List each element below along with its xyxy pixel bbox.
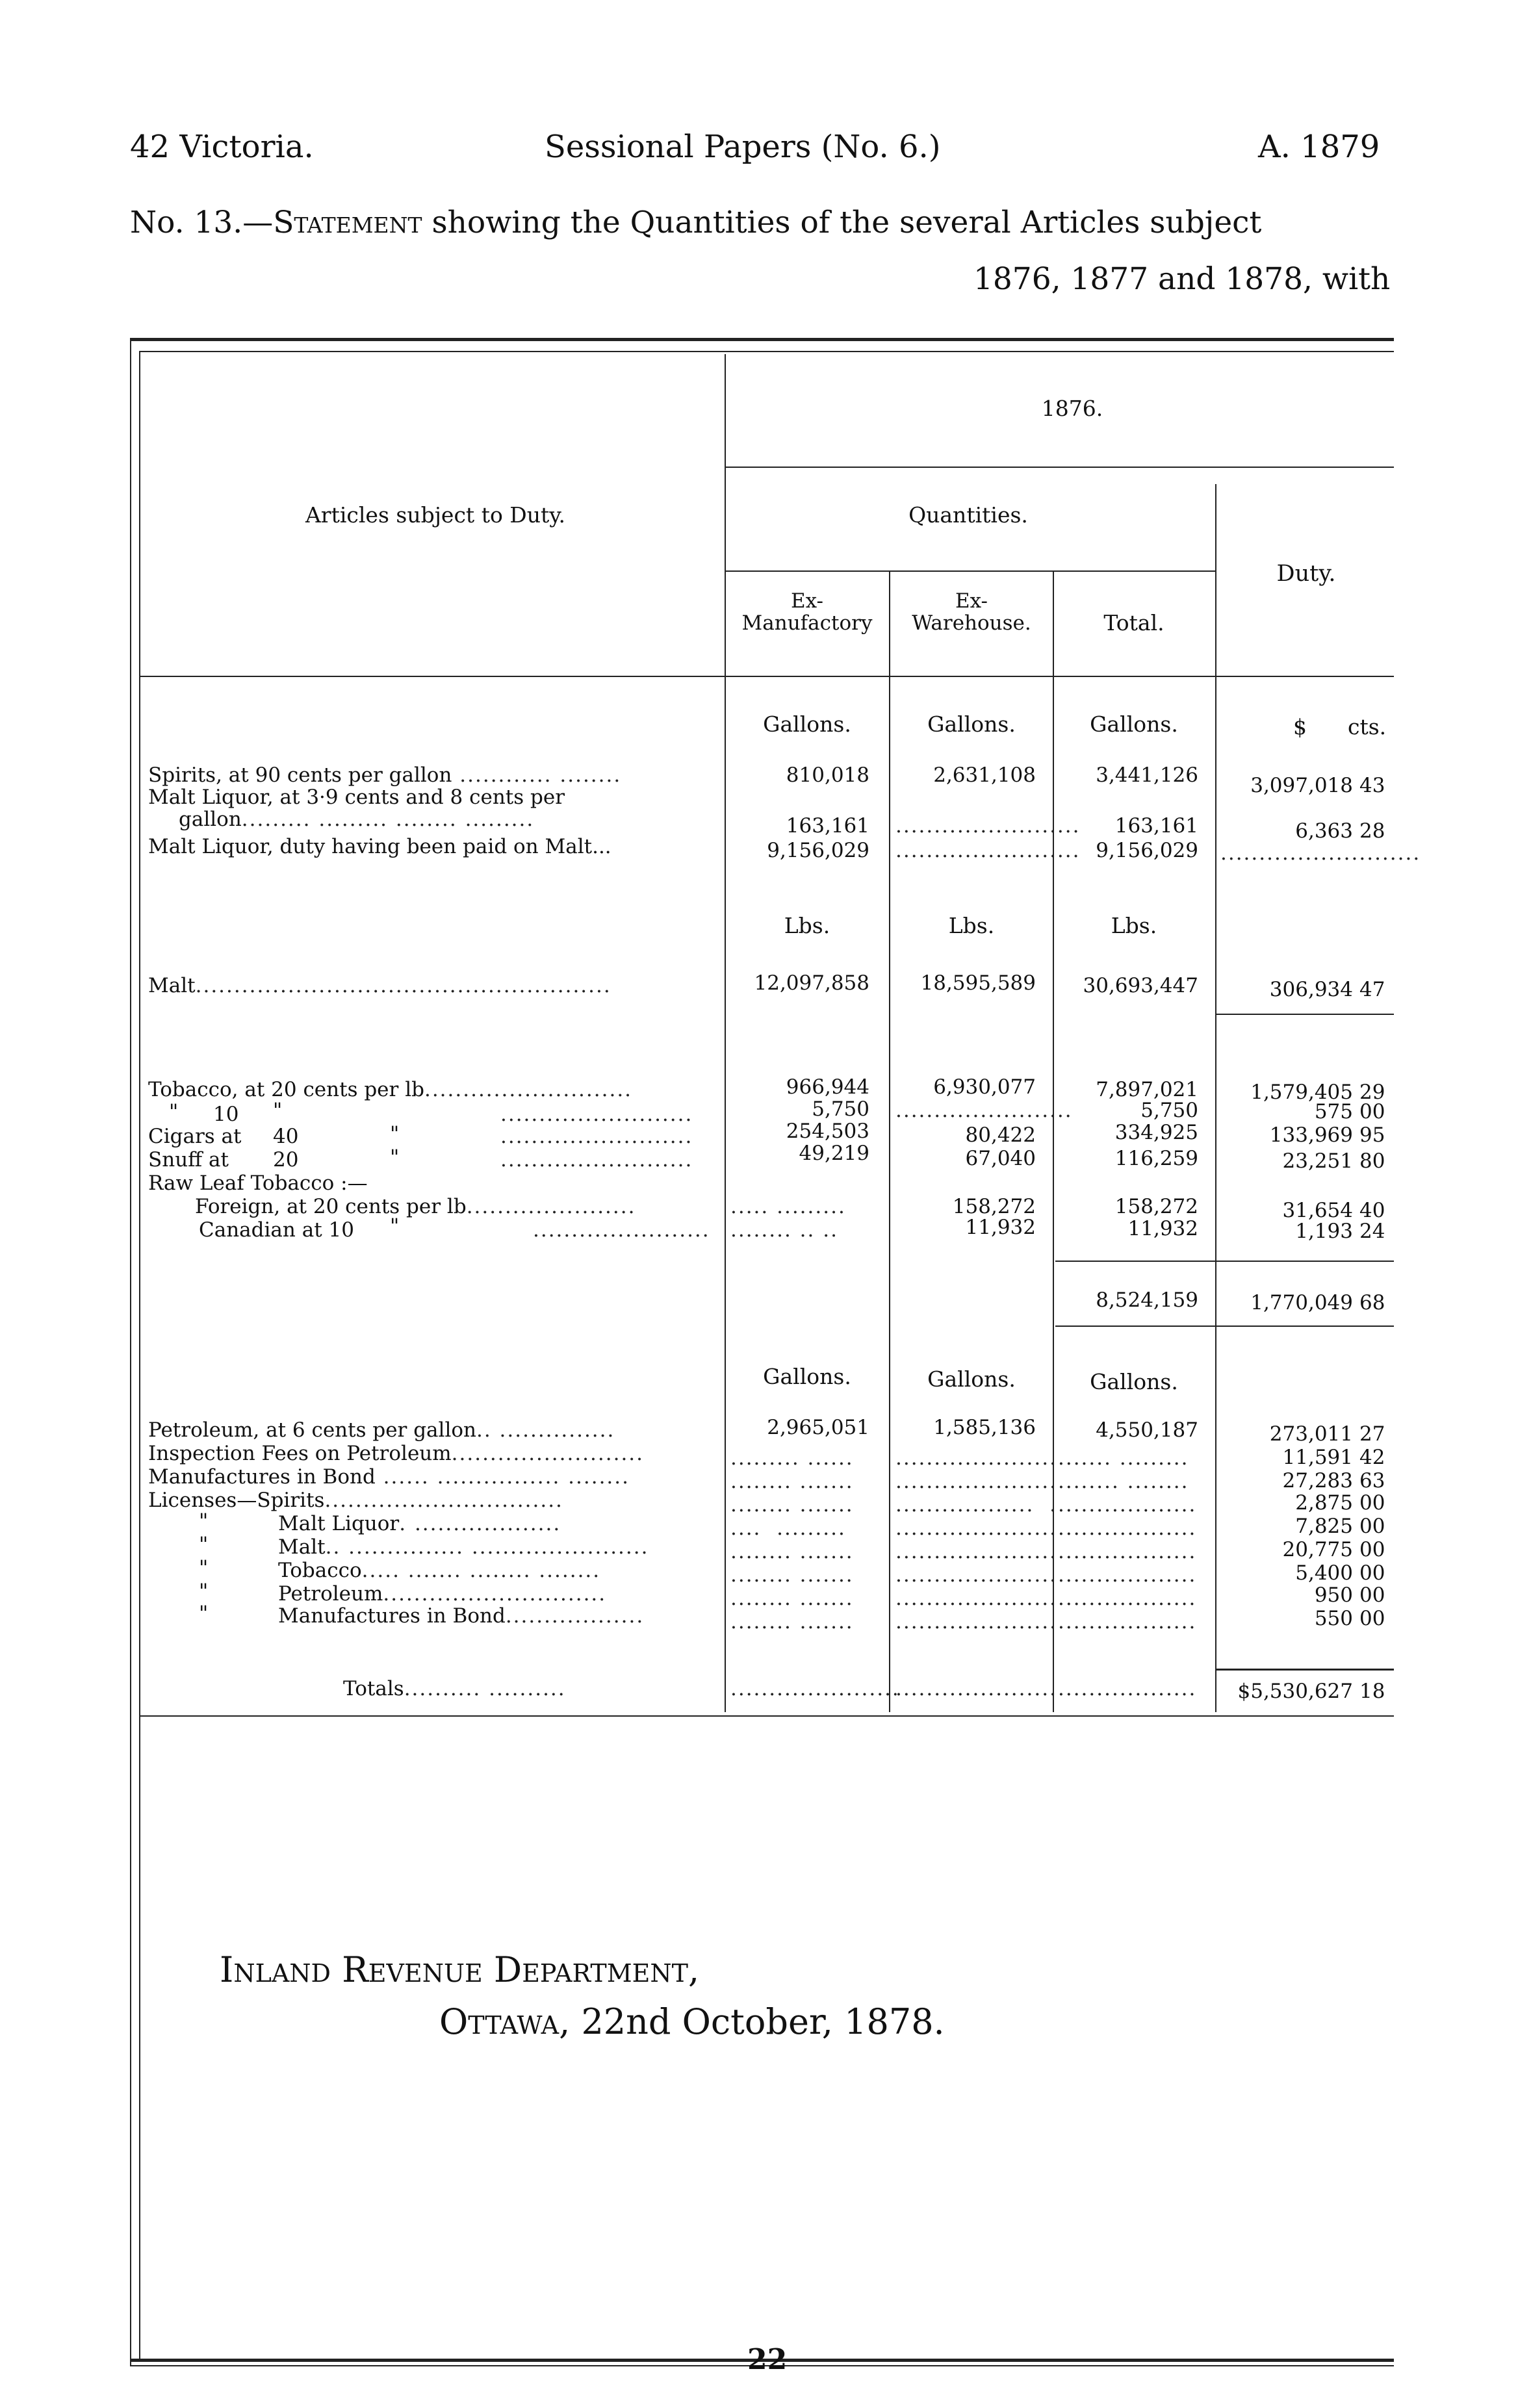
- lic-malt-liquor-ditto: ": [199, 1509, 209, 1533]
- header-left: 42 Victoria.: [130, 129, 314, 165]
- malt-duty-dollars: 306,934: [1269, 978, 1353, 1001]
- tobacco-20-ex-manufactory: 966,944: [786, 1075, 869, 1099]
- petroleum-duty-cts: 27: [1359, 1422, 1385, 1446]
- snuff-dots: .........................: [500, 1148, 693, 1172]
- caption-line1: [130, 205, 1261, 240]
- cigars-dots: .........................: [500, 1125, 693, 1148]
- col-sep-total: [1215, 484, 1216, 1712]
- totals-duty-dollars: $5,530,627: [1237, 1680, 1353, 1703]
- malt-liquor-duty-cts: 28: [1359, 819, 1385, 843]
- lic-manufactures-duty-cts: 00: [1359, 1607, 1385, 1630]
- articles-header: Articles subject to Duty.: [305, 502, 566, 528]
- tobacco-10-ex-manufactory: 5,750: [812, 1097, 869, 1121]
- licenses-warehouse-dots: ..................... ..................... .................. . ..................... ..................... ..................... ..................... .....................: [895, 1446, 1057, 1633]
- article-foreign: Foreign, at 20 cents per lb......................: [195, 1195, 636, 1218]
- snuff-ex-manufactory: 49,219: [799, 1142, 869, 1165]
- cigars-duty-dollars: 133,969: [1269, 1123, 1353, 1147]
- inspection-duty-dollars: 11,591: [1282, 1446, 1353, 1469]
- foreign-duty-dollars: 31,654: [1282, 1199, 1353, 1222]
- canadian-ex-warehouse: 11,932: [965, 1216, 1036, 1239]
- licenses-spirits-duty-dollars: 2,875: [1295, 1491, 1353, 1515]
- spirits-duty-dollars: 3,097,018: [1250, 774, 1353, 797]
- foreign-manufactory-dots: ..... .........: [730, 1195, 846, 1218]
- spirits-total: 3,441,126: [1096, 763, 1198, 787]
- article-cigars: Cigars at: [148, 1125, 242, 1148]
- tobacco-subtotal-total: 8,524,159: [1096, 1288, 1198, 1312]
- tobacco-10-dots: .........................: [500, 1103, 693, 1126]
- canadian-dots: .......................: [533, 1218, 710, 1242]
- article-malt-liquor-paid: Malt Liquor, duty having been paid on Malt...: [148, 835, 611, 858]
- table-top-rule: [130, 338, 1394, 341]
- lic-malt-duty-cts: 00: [1359, 1538, 1385, 1561]
- tobacco-10-total: 5,750: [1140, 1099, 1198, 1122]
- malt-total: 30,693,447: [1083, 974, 1198, 997]
- unit-gallons-4: Gallons.: [763, 1364, 851, 1389]
- malt-liquor-paid-total: 9,156,029: [1096, 839, 1198, 862]
- tobacco-20-duty-dollars: 1,579,405: [1250, 1081, 1353, 1104]
- footer-place: Ottawa,: [439, 2001, 571, 2042]
- petroleum-total: 4,550,187: [1096, 1418, 1198, 1442]
- unit-gallons-3: Gallons.: [1090, 711, 1178, 737]
- caption-line2: 1876, 1877 and 1878, with: [973, 261, 1391, 297]
- col-sep-articles: [725, 354, 726, 1712]
- cigars-ex-manufactory: 254,503: [786, 1120, 869, 1143]
- article-tobacco-10: 10: [213, 1103, 239, 1126]
- article-tobacco-10-ditto2: ": [273, 1099, 283, 1122]
- article-licenses-spirits: Licenses—Spirits...............................: [148, 1489, 563, 1512]
- canadian-duty-dollars: 1,193: [1295, 1220, 1353, 1243]
- lic-malt-ditto: ": [199, 1533, 209, 1556]
- malt-liquor-ex-manufactory: 163,161: [786, 814, 869, 838]
- table-top-rule-inner: [140, 351, 1394, 352]
- article-malt: Malt......................................................: [148, 974, 611, 997]
- caption-rest: showing the Quantities of the several Articles subject: [431, 205, 1262, 240]
- manufactures-bond-duty-cts: 63: [1359, 1469, 1385, 1492]
- article-lic-petroleum: Petroleum.............................: [278, 1582, 607, 1606]
- lic-petroleum-duty-dollars: 950: [1314, 1583, 1353, 1607]
- unit-lbs-1: Lbs.: [784, 913, 830, 938]
- article-malt-liquor-line2: gallon......... ......... ........ .........: [179, 808, 535, 831]
- table-left-border-inner: [139, 351, 140, 2359]
- unit-gallons-6: Gallons.: [1090, 1369, 1178, 1394]
- cigars-ex-warehouse: 80,422: [965, 1123, 1036, 1147]
- rule-under-year: [725, 467, 1394, 468]
- malt-liquor-paid-warehouse-dots: ........................: [895, 839, 1081, 862]
- year-header: 1876.: [1041, 396, 1103, 421]
- tobacco-subtotal-duty-cts: 68: [1359, 1291, 1385, 1314]
- article-tobacco-10-ditto: ": [169, 1100, 179, 1123]
- col-ex-warehouse: Ex- Warehouse.: [912, 589, 1031, 635]
- unit-gallons-1: Gallons.: [763, 711, 851, 737]
- snuff-total: 116,259: [1114, 1147, 1198, 1170]
- rule-under-header: [140, 676, 1394, 677]
- malt-duty-cts: 47: [1359, 978, 1385, 1001]
- col-ex-manufactory: Ex- Manufactory: [741, 589, 873, 635]
- article-raw-leaf: Raw Leaf Tobacco :—: [148, 1172, 368, 1195]
- lic-petroleum-ditto: ": [199, 1580, 209, 1603]
- petroleum-duty-dollars: 273,011: [1269, 1422, 1353, 1446]
- snuff-ex-warehouse: 67,040: [965, 1147, 1036, 1170]
- lic-tobacco-ditto: ": [199, 1556, 209, 1580]
- snuff-duty-cts: 80: [1359, 1149, 1385, 1173]
- tobacco-20-duty-cts: 29: [1359, 1081, 1385, 1104]
- article-snuff-rate: 20: [273, 1148, 299, 1172]
- totals-duty-rule: [1216, 1669, 1394, 1671]
- article-canadian: Canadian at 10: [199, 1218, 354, 1242]
- header-center: Sessional Papers (No. 6.): [545, 129, 941, 165]
- table-bottom-rule: [140, 1715, 1394, 1717]
- inspection-duty-cts: 42: [1359, 1446, 1385, 1469]
- manufactures-bond-duty-dollars: 27,283: [1282, 1469, 1353, 1492]
- malt-liquor-duty-dollars: 6,363: [1295, 819, 1353, 843]
- article-lic-malt-liquor: Malt Liquor. ...................: [278, 1512, 561, 1535]
- lic-manufactures-duty-dollars: 550: [1314, 1607, 1353, 1630]
- table-left-border: [130, 338, 131, 2365]
- col-total: Total.: [1103, 610, 1164, 635]
- tobacco-10-duty-dollars: 575: [1314, 1100, 1353, 1123]
- canadian-total: 11,932: [1127, 1217, 1198, 1240]
- spirits-ex-manufactory: 810,018: [786, 763, 869, 787]
- malt-liquor-paid-duty-dots: ..........................: [1220, 841, 1421, 865]
- malt-liquor-paid-ex-manufactory: 9,156,029: [767, 839, 869, 862]
- quantities-header: Quantities.: [908, 502, 1028, 528]
- col-sep-manufactory: [889, 572, 890, 1712]
- tobacco-10-duty-cts: 00: [1359, 1100, 1385, 1123]
- page-number: 22: [747, 2343, 788, 2376]
- unit-gallons-5: Gallons.: [927, 1366, 1016, 1392]
- caption-number: No. 13.—: [130, 205, 274, 240]
- tobacco-20-ex-warehouse: 6,930,077: [933, 1075, 1036, 1099]
- malt-duty-rule: [1216, 1014, 1394, 1015]
- article-inspection: Inspection Fees on Petroleum.........................: [148, 1442, 645, 1465]
- article-canadian-ditto: ": [390, 1214, 400, 1238]
- lic-petroleum-duty-cts: 00: [1359, 1583, 1385, 1607]
- article-cigars-ditto: ": [390, 1122, 400, 1146]
- totals-warehouse-dots: .....................: [895, 1677, 1057, 1700]
- article-snuff-ditto: ": [390, 1146, 400, 1169]
- canadian-duty-cts: 24: [1359, 1220, 1385, 1243]
- article-cigars-rate: 40: [273, 1125, 299, 1148]
- article-petroleum: Petroleum, at 6 cents per gallon.. ...............: [148, 1418, 615, 1442]
- lic-malt-liquor-duty-dollars: 7,825: [1295, 1515, 1353, 1538]
- lic-tobacco-duty-cts: 00: [1359, 1561, 1385, 1585]
- canadian-manufactory-dots: ........ .. ..: [730, 1218, 838, 1242]
- licenses-total-dots: ....... ......... ........ ........ .................. .................. .................. .................. .................. ..................: [1058, 1446, 1197, 1633]
- tobacco-subtotal-rule: [1055, 1261, 1394, 1262]
- petroleum-ex-manufactory: 2,965,051: [767, 1416, 869, 1439]
- article-lic-tobacco: Tobacco..... ....... ........ ........: [278, 1559, 601, 1582]
- cigars-total: 334,925: [1114, 1121, 1198, 1144]
- malt-liquor-warehouse-dots: ........................: [895, 814, 1081, 838]
- footer-date: 22nd October, 1878.: [581, 2001, 945, 2042]
- article-lic-malt: Malt.. ............... .......................: [278, 1535, 649, 1559]
- unit-dollar: $: [1293, 714, 1307, 739]
- spirits-ex-warehouse: 2,631,108: [933, 763, 1036, 787]
- unit-lbs-2: Lbs.: [948, 913, 995, 938]
- tobacco-subtotal-duty-dollars: 1,770,049: [1250, 1291, 1353, 1314]
- footer-place-date: [439, 2001, 945, 2042]
- foreign-ex-warehouse: 158,272: [952, 1195, 1036, 1218]
- article-tobacco-20: Tobacco, at 20 cents per lb...........................: [148, 1078, 633, 1101]
- licenses-manufactory-dots: ......... ...... ........ ....... ........ ....... .... ......... ........ ....... ........ ....... ........ ....... ........ .......: [730, 1446, 854, 1633]
- lic-tobacco-duty-dollars: 5,400: [1295, 1561, 1353, 1585]
- totals-duty-cts: 18: [1359, 1680, 1385, 1703]
- malt-ex-manufactory: 12,097,858: [754, 971, 869, 995]
- licenses-spirits-duty-cts: 00: [1359, 1491, 1385, 1515]
- article-manufactures-bond: Manufactures in Bond ...... ................ ........: [148, 1465, 630, 1489]
- rule-under-quantities: [725, 570, 1215, 572]
- tobacco-subtotal-rule-under: [1055, 1326, 1394, 1327]
- petroleum-ex-warehouse: 1,585,136: [933, 1416, 1036, 1439]
- totals-label: Totals.......... ..........: [343, 1677, 566, 1700]
- spirits-duty-cts: 43: [1359, 774, 1385, 797]
- unit-gallons-2: Gallons.: [927, 711, 1016, 737]
- snuff-duty-dollars: 23,251: [1282, 1149, 1353, 1173]
- article-snuff: Snuff at: [148, 1148, 229, 1172]
- unit-cts: cts.: [1348, 714, 1387, 739]
- lic-malt-duty-dollars: 20,775: [1282, 1538, 1353, 1561]
- lic-manufactures-ditto: ": [199, 1602, 209, 1625]
- article-lic-manufactures: Manufactures in Bond..................: [278, 1604, 645, 1628]
- lic-malt-liquor-duty-cts: 00: [1359, 1515, 1385, 1538]
- malt-ex-warehouse: 18,595,589: [920, 971, 1036, 995]
- unit-lbs-3: Lbs.: [1111, 913, 1157, 938]
- foreign-duty-cts: 40: [1359, 1199, 1385, 1222]
- tobacco-10-warehouse-dots: .......................: [895, 1099, 1073, 1122]
- caption-statement-word: Statement: [273, 205, 422, 240]
- cigars-duty-cts: 95: [1359, 1123, 1385, 1147]
- foreign-total: 158,272: [1114, 1195, 1198, 1218]
- duty-header: Duty.: [1276, 561, 1336, 587]
- article-malt-liquor-line1: Malt Liquor, at 3·9 cents and 8 cents per: [148, 786, 565, 809]
- tobacco-20-total: 7,897,021: [1096, 1078, 1198, 1101]
- malt-liquor-total: 163,161: [1114, 814, 1198, 838]
- footer-department: Inland Revenue Department,: [220, 1949, 700, 1990]
- header-right: A. 1879: [1258, 129, 1380, 165]
- totals-total-dots: ..................: [1058, 1677, 1197, 1700]
- article-spirits: Spirits, at 90 cents per gallon ............ ........: [148, 763, 622, 787]
- totals-manufactory-dots: ......................: [730, 1677, 900, 1700]
